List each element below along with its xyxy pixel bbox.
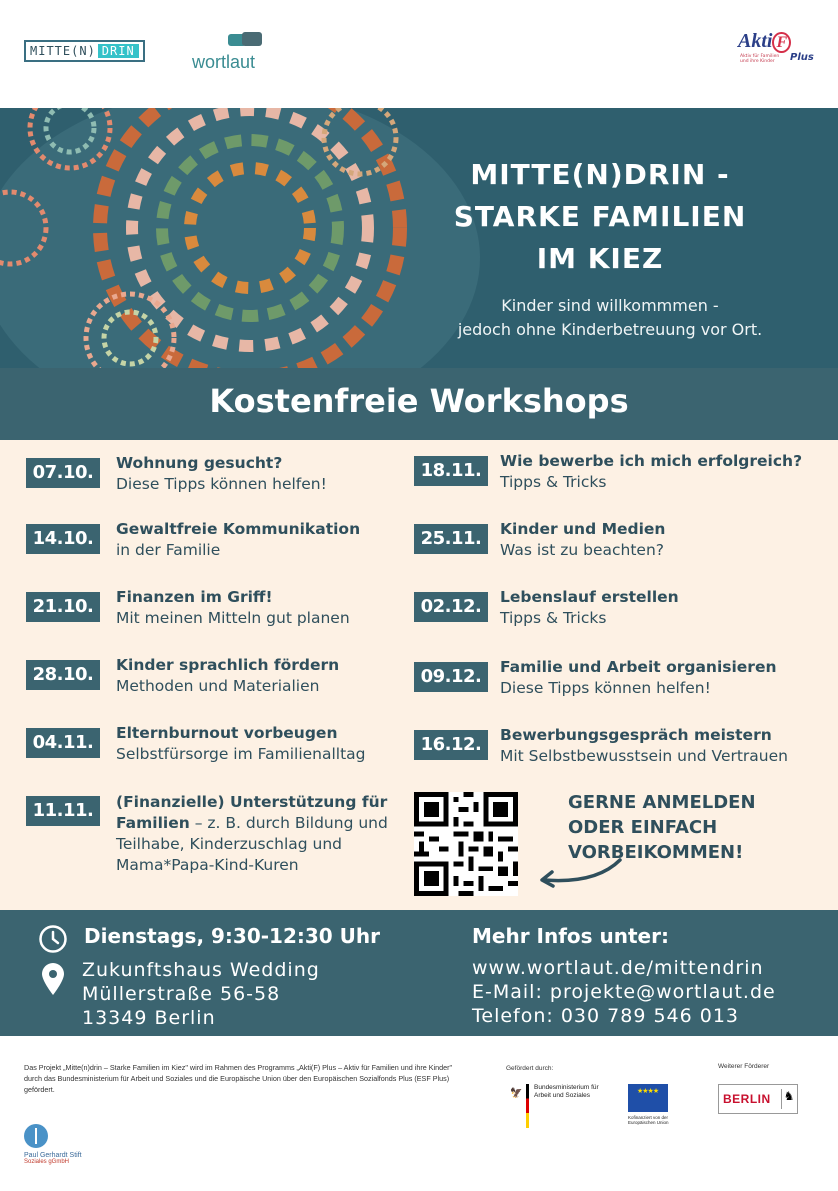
workshop-subtitle: Diese Tipps können helfen! bbox=[116, 475, 327, 493]
bmas-name: Bundesministerium für Arbeit und Soziales bbox=[534, 1084, 599, 1099]
workshop-title: Wie bewerbe ich mich erfolgreich? bbox=[500, 452, 803, 470]
bmas-logo bbox=[506, 1084, 616, 1130]
workshop-date: 18.11. bbox=[414, 456, 488, 486]
hero-title bbox=[430, 154, 770, 280]
phone-number[interactable]: Telefon: 030 789 546 013 bbox=[472, 1005, 740, 1027]
info-band bbox=[0, 910, 838, 1036]
cta-line: ODER EINFACH bbox=[568, 817, 718, 838]
workshop-date: 28.10. bbox=[26, 660, 100, 690]
wortlaut-logo bbox=[192, 32, 272, 72]
workshop-subtitle: Selbstfürsorge im Familienalltag bbox=[116, 745, 366, 763]
workshop-title: Kinder sprachlich fördern bbox=[116, 656, 340, 674]
clock-icon bbox=[38, 924, 68, 954]
workshop-subtitle: Methoden und Materialien bbox=[116, 677, 320, 695]
email-link[interactable]: E-Mail: projekte@wortlaut.de bbox=[472, 981, 776, 1003]
berlin-bear-icon: ♞ bbox=[781, 1089, 796, 1109]
schedule-text: Dienstags, 9:30-12:30 Uhr bbox=[84, 924, 381, 948]
workshop-subtitle: Was ist zu beachten? bbox=[500, 541, 664, 559]
workshop-title: Familie und Arbeit organisieren bbox=[500, 658, 777, 676]
workshop-title: Lebenslauf erstellen bbox=[500, 588, 679, 606]
speech-bubble-icon bbox=[242, 32, 262, 46]
location-pin-icon bbox=[40, 962, 66, 996]
berlin-logo bbox=[718, 1084, 798, 1114]
hero-subtitle bbox=[410, 294, 810, 342]
workshop-title: Kinder und Medien bbox=[500, 520, 666, 538]
arrow-left-icon bbox=[536, 854, 626, 894]
workshop-list bbox=[0, 440, 838, 910]
workshop-title: Wohnung gesucht? bbox=[116, 454, 283, 472]
funding-notice: Das Projekt „Mitte(n)drin – Starke Familien im Kiez" wird im Rahmen des Programms „Akti(F) Plus – Aktiv für Familien und ihre Kinder" durch das Bundesministerium für Arbeit und Soziales und die Europäische Union über den Europäischen Sozialfonds Plus (ESF Plus) gefördert. bbox=[24, 1063, 453, 1094]
cta-line: VORBEIKOMMEN! bbox=[568, 842, 744, 863]
workshop-date: 14.10. bbox=[26, 524, 100, 554]
aktif-logo-subtitle: Aktiv für Familien und ihre Kinder bbox=[740, 54, 780, 64]
pg-subtitle: Soziales gGmbH bbox=[24, 1159, 70, 1165]
more-info-heading: Mehr Infos unter: bbox=[472, 924, 669, 948]
cta-line: GERNE ANMELDEN bbox=[568, 792, 756, 813]
workshop-date: 09.12. bbox=[414, 662, 488, 692]
workshop-date: 11.11. bbox=[26, 796, 100, 826]
workshop-date: 02.12. bbox=[414, 592, 488, 622]
qr-code[interactable] bbox=[414, 792, 518, 896]
aktif-logo-main: Akti bbox=[738, 30, 773, 52]
further-sponsor-label: Weiterer Förderer bbox=[718, 1063, 770, 1070]
aktif-logo-f: F bbox=[772, 32, 791, 53]
workshop-description bbox=[116, 792, 406, 876]
workshop-title: Bewerbungsgespräch meistern bbox=[500, 726, 772, 744]
eagle-icon: 🦅 bbox=[510, 1088, 523, 1099]
workshop-date: 21.10. bbox=[26, 592, 100, 622]
workshop-subtitle: Tipps & Tricks bbox=[500, 609, 607, 627]
address-line: Müllerstraße 56-58 bbox=[82, 983, 281, 1005]
wortlaut-logo-text: wortlaut bbox=[192, 52, 256, 72]
workshop-subtitle: – z. B. durch Bildung und Teilhabe, Kinderzuschlag und Mama*Papa-Kind-Kuren bbox=[116, 814, 388, 874]
address-line: 13349 Berlin bbox=[82, 1007, 216, 1029]
hero-subtitle-line: jedoch ohne Kinderbetreuung vor Ort. bbox=[457, 320, 763, 339]
workshop-date: 07.10. bbox=[26, 458, 100, 488]
funded-by-label: Gefördert durch: bbox=[506, 1065, 554, 1072]
logo-text-left: MITTE(N) bbox=[30, 44, 96, 58]
workshop-subtitle: Tipps & Tricks bbox=[500, 473, 607, 491]
eu-logo bbox=[628, 1084, 674, 1125]
hero-title-line: STARKE FAMILIEN bbox=[453, 200, 747, 233]
workshop-date: 04.11. bbox=[26, 728, 100, 758]
workshop-title: (Finanzielle) Unterstützung für Familien bbox=[116, 793, 388, 832]
address bbox=[82, 958, 320, 1030]
workshop-date: 25.11. bbox=[414, 524, 488, 554]
berlin-wordmark: BERLIN bbox=[723, 1092, 771, 1106]
aktif-plus-logo bbox=[738, 30, 818, 70]
workshop-title: Finanzen im Griff! bbox=[116, 588, 273, 606]
german-flag-stripe bbox=[526, 1084, 529, 1128]
workshop-subtitle: Diese Tipps können helfen! bbox=[500, 679, 711, 697]
workshop-date: 16.12. bbox=[414, 730, 488, 760]
eu-flag-icon: ★★★★ bbox=[628, 1084, 668, 1112]
website-link[interactable]: www.wortlaut.de/mittendrin bbox=[472, 957, 764, 979]
pg-name: Paul Gerhardt Stift bbox=[24, 1152, 82, 1159]
paul-gerhardt-emblem-icon bbox=[24, 1124, 48, 1148]
aktif-logo-plus: Plus bbox=[790, 52, 814, 63]
paul-gerhardt-logo bbox=[24, 1124, 114, 1165]
mittendrin-logo bbox=[24, 40, 145, 62]
hero-banner bbox=[0, 108, 838, 368]
hero-subtitle-line: Kinder sind willkommmen - bbox=[501, 296, 719, 315]
hero-title-line: MITTE(N)DRIN - bbox=[470, 158, 730, 191]
workshop-subtitle: Mit Selbstbewusstsein und Vertrauen bbox=[500, 747, 788, 765]
workshop-title: Elternburnout vorbeugen bbox=[116, 724, 338, 742]
workshop-subtitle: Mit meinen Mitteln gut planen bbox=[116, 609, 350, 627]
hero-title-line: IM KIEZ bbox=[536, 242, 664, 275]
workshop-title: Gewaltfreie Kommunikation bbox=[116, 520, 361, 538]
contact-info bbox=[472, 956, 776, 1028]
logo-text-right: DRIN bbox=[98, 44, 139, 58]
address-line: Zukunftshaus Wedding bbox=[82, 959, 320, 981]
workshop-subtitle: in der Familie bbox=[116, 541, 221, 559]
workshops-heading: Kostenfreie Workshops bbox=[209, 382, 629, 420]
workshops-band bbox=[0, 368, 838, 440]
eu-cofunded-text: Kofinanziert von der Europäischen Union bbox=[628, 1115, 669, 1125]
